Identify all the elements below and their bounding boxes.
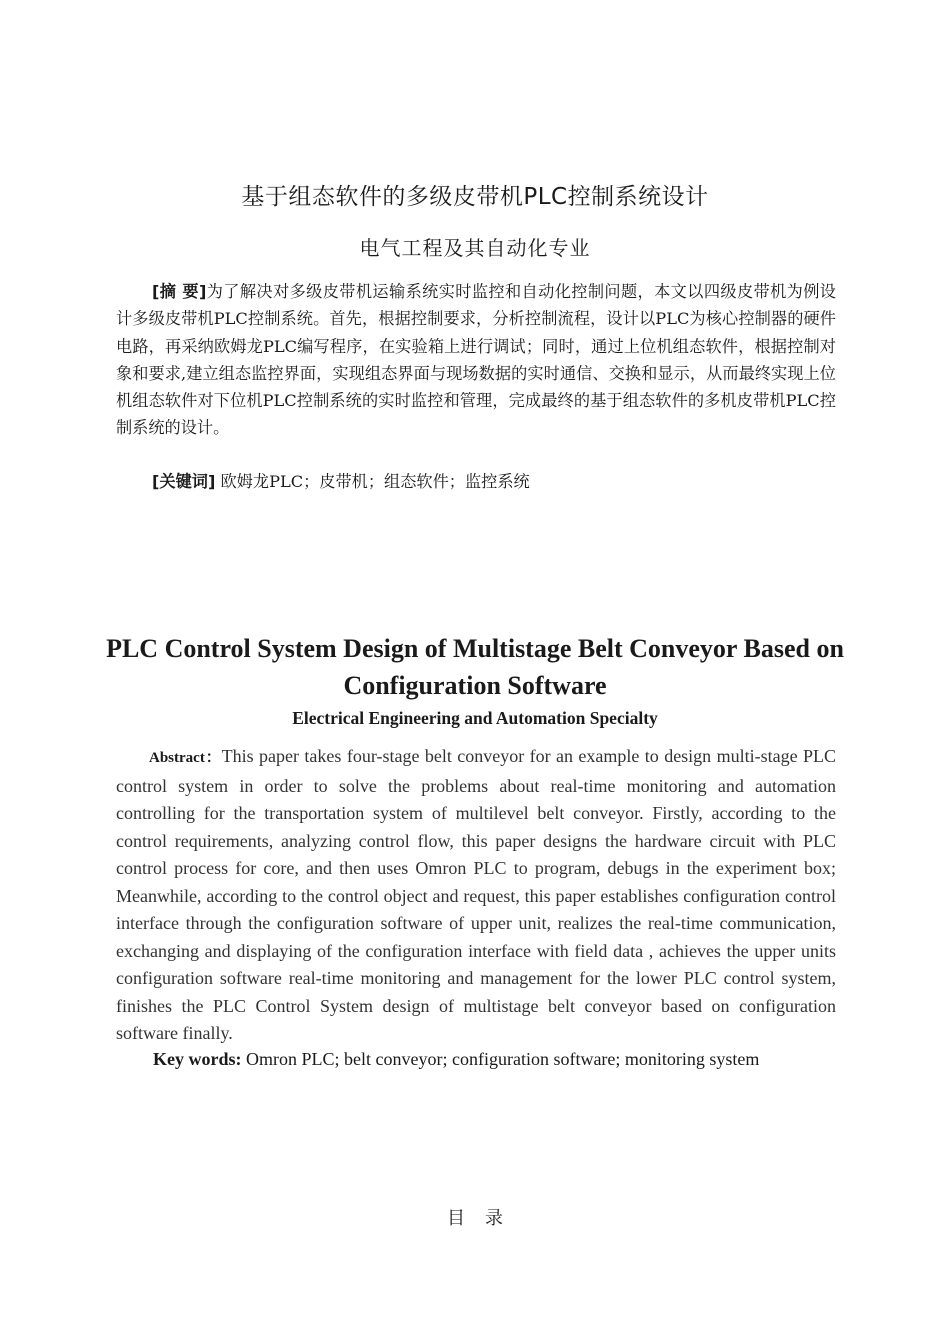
english-keywords: [153, 1046, 853, 1073]
english-major: Electrical Engineering and Automation Specialty: [292, 708, 658, 728]
chinese-keywords-label: [关键词]: [152, 472, 216, 491]
english-title: PLC Control System Design of Multistage Belt Conveyor Based on Configuration Software: [106, 634, 844, 700]
chinese-abstract: [116, 278, 836, 442]
chinese-title: 基于组态软件的多级皮带机PLC控制系统设计: [241, 184, 709, 210]
chinese-keywords-text: 欧姆龙PLC；皮带机；组态软件；监控系统: [215, 472, 530, 491]
table-of-contents-heading: 目录: [447, 1208, 523, 1229]
english-abstract-text: This paper takes four-stage belt conveyor for an example to design multi-stage PLC control system in order to solve the problems about real-time monitoring and automation controlling for the transportation system of multilevel belt conveyor. Firstly, according to the control requirements, analyzing control flow, this paper designs the hardware circuit with PLC control process for core, and then uses Omron PLC to program, debugs in the experiment box; Meanwhile, according to the control object and request, this paper establishes configuration control interface through the configuration software of upper unit, realizes the real-time communication, exchanging and displaying of the configuration interface with field data , achieves the upper units configuration software real-time monitoring and management for the lower PLC control system, finishes the PLC Control System design of multistage belt conveyor based on configuration software finally.: [116, 746, 836, 1043]
english-abstract: [116, 743, 836, 1048]
chinese-abstract-label: [摘 要]: [152, 282, 207, 301]
english-keywords-label: Key words:: [153, 1049, 242, 1069]
english-abstract-label: Abstract：: [149, 750, 222, 766]
chinese-keywords: [152, 468, 852, 495]
english-keywords-text: Omron PLC; belt conveyor; configuration software; monitoring system: [241, 1049, 760, 1069]
chinese-abstract-text: 为了解决对多级皮带机运输系统实时监控和自动化控制问题，本文以四级皮带机为例设计多级皮带机PLC控制系统。首先，根据控制要求，分析控制流程，设计以PLC为核心控制器的硬件电路，再采纳欧姆龙PLC编写程序，在实验箱上进行调试；同时，通过上位机组态软件，根据控制对象和要求,建立组态监控界面，实现组态界面与现场数据的实时通信、交换和显示，从而最终实现上位机组态软件对下位机PLC控制系统的实时监控和管理，完成最终的基于组态软件的多机皮带机PLC控制系统的设计。: [116, 282, 836, 438]
chinese-major: 电气工程及其自动化专业: [359, 236, 591, 260]
